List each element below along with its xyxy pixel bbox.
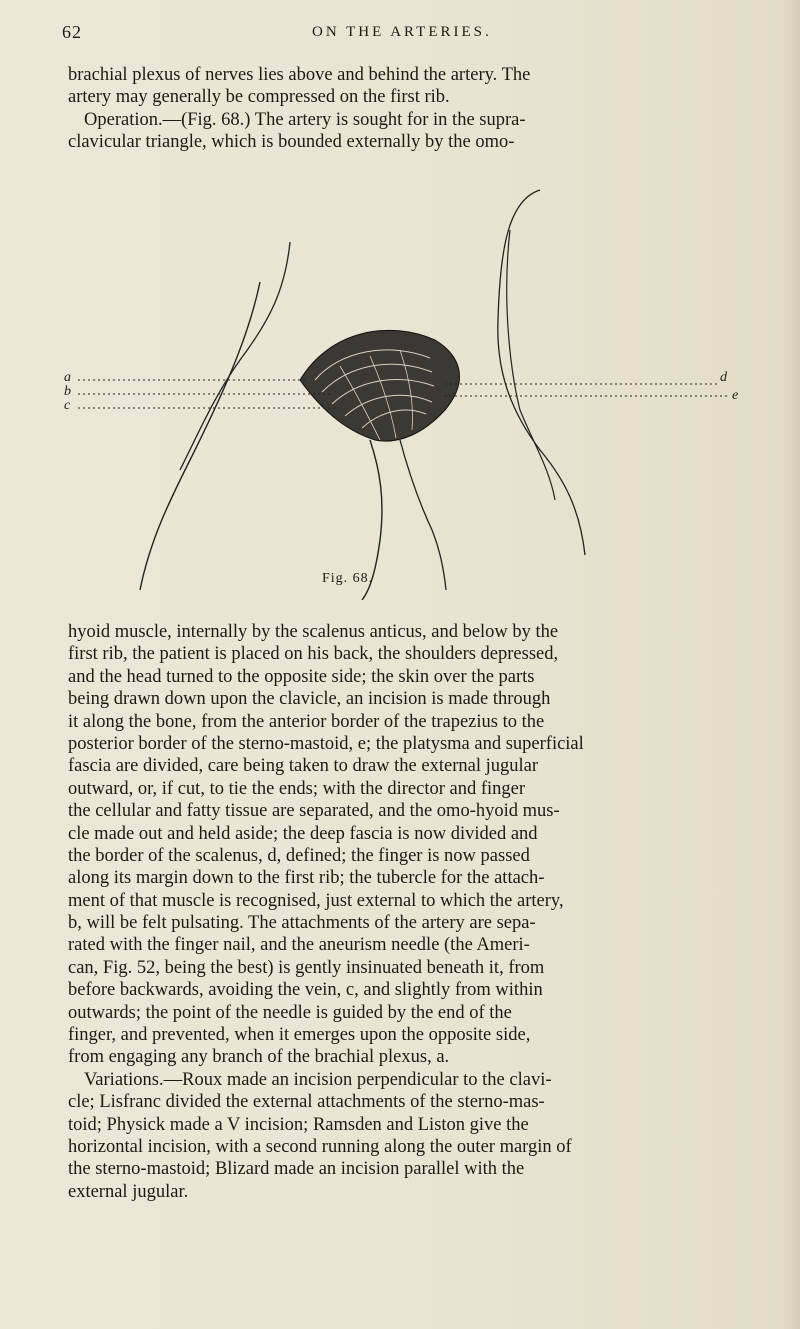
text-line: fascia are divided, care being taken to draw the external jugular [68,756,538,777]
label-b: b [64,384,71,399]
text-line: the sterno-mastoid; Blizard made an incision parallel with the [68,1159,525,1180]
text-line: and the head turned to the opposite side; the skin over the parts [68,666,535,687]
main-paragraph [68,621,788,1203]
label-e: e [732,388,739,403]
text-line: cle; Lisfranc divided the external attachments of the sterno-mas- [68,1092,545,1113]
text-line: rated with the finger nail, and the aneurism needle (the Ameri- [68,935,530,956]
text-line: outward, or, if cut, to tie the ends; with the director and finger [68,778,525,799]
text-line: toid; Physick made a V incision; Ramsden and Liston give the [68,1114,529,1135]
figure-caption: Fig. 68. [322,571,374,586]
text-line: along its margin down to the first rib; the tubercle for the attach- [68,868,545,889]
text-line-operation: Operation.—(Fig. 68.) The artery is sought for in the supra- [84,109,526,130]
text-line: b, will be felt pulsating. The attachments of the artery are sepa- [68,913,536,934]
text-line: being drawn down upon the clavicle, an incision is made through [68,689,551,710]
text-line-variations: Variations.—Roux made an incision perpendicular to the clavi- [84,1069,552,1090]
text-line: can, Fig. 52, being the best) is gently insinuated beneath it, from [68,957,545,978]
text-line: cle made out and held aside; the deep fascia is now divided and [68,823,538,844]
text-line: brachial plexus of nerves lies above and behind the artery. The [68,65,531,85]
text-line: before backwards, avoiding the vein, c, and slightly from within [68,980,543,1001]
text-line: it along the bone, from the anterior border of the trapezius to the [68,711,545,732]
page-number: 62 [62,22,82,42]
text-line: from engaging any branch of the brachial plexus, a. [68,1047,450,1068]
text-line: finger, and prevented, when it emerges upon the opposite side, [68,1025,531,1046]
text-line: the cellular and fatty tissue are separated, and the omo-hyoid mus- [68,801,560,822]
text-line: hyoid muscle, internally by the scalenus anticus, and below by the [68,622,559,642]
top-paragraph [68,64,788,154]
text-line: posterior border of the sterno-mastoid, e; the platysma and superficial [68,733,584,754]
text-line: outwards; the point of the needle is guided by the end of the [68,1002,512,1023]
anatomical-diagram [40,170,760,600]
text-line: clavicular triangle, which is bounded externally by the omo- [68,132,515,153]
label-c: c [64,398,71,413]
running-head [62,22,762,48]
text-line: ment of that muscle is recognised, just external to which the artery, [68,890,564,911]
text-line: the border of the scalenus, d, defined; the finger is now passed [68,845,530,866]
label-d: d [720,370,727,385]
figure-68 [40,170,760,600]
text-line: external jugular. [68,1181,189,1202]
text-line: artery may generally be compressed on the first rib. [68,87,450,108]
text-line: first rib, the patient is placed on his back, the shoulders depressed, [68,644,559,665]
text-line: horizontal incision, with a second running along the outer margin of [68,1136,572,1157]
running-title: ON THE ARTERIES. [312,24,492,40]
label-a: a [64,370,71,385]
